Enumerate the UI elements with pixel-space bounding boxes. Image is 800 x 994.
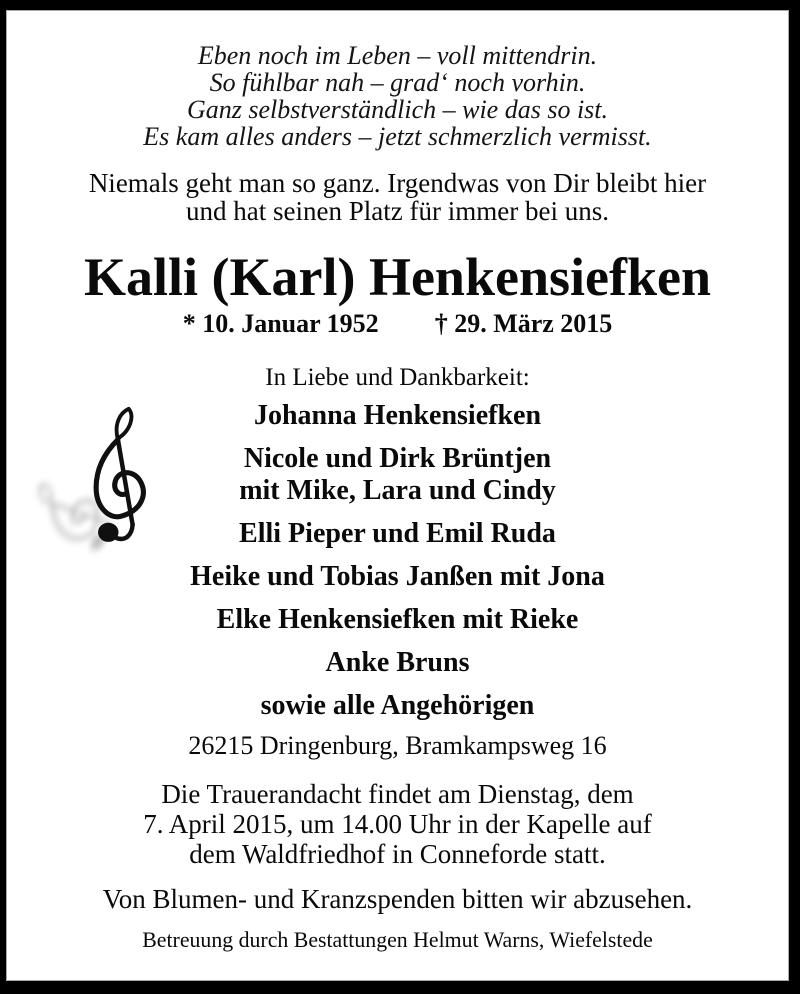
mourner-line: Nicole und Dirk Brüntjen xyxy=(243,443,552,474)
service-announcement xyxy=(7,779,788,869)
funeral-home-credit: Betreuung durch Bestattungen Helmut Warns, Wiefelstede xyxy=(142,927,653,952)
service-line: dem Waldfriedhof in Conneforde statt. xyxy=(189,839,606,869)
mourner-entry xyxy=(7,561,788,593)
death-date: † 29. März 2015 xyxy=(434,309,613,338)
service-line: Die Trauerandacht findet am Dienstag, dem xyxy=(161,779,634,809)
flowers-note: Von Blumen- und Kranzspenden bitten wir abzusehen. xyxy=(102,884,693,914)
intro-text xyxy=(7,169,788,225)
memorial-poem xyxy=(7,42,788,150)
mourner-line: mit Mike, Lara und Cindy xyxy=(239,475,556,506)
mourner-line: Johanna Henkensiefken xyxy=(253,400,542,431)
poem-line: Es kam alles anders – jetzt schmerzlich vermisst. xyxy=(143,122,652,151)
service-line: 7. April 2015, um 14.00 Uhr in der Kapelle auf xyxy=(143,809,652,839)
life-dates xyxy=(7,309,788,339)
treble-clef-icon xyxy=(91,403,155,549)
intro-line: und hat seinen Platz für immer bei uns. xyxy=(186,196,609,226)
mourner-line: Anke Bruns xyxy=(325,647,470,678)
poem-line: So fühlbar nah – grad‘ noch vorhin. xyxy=(209,68,586,97)
poem-line: Ganz selbstverständlich – wie das so ist. xyxy=(186,95,609,124)
address-line: 26215 Dringenburg, Bramkampsweg 16 xyxy=(188,731,607,760)
mourner-entry xyxy=(7,647,788,679)
mourner-entry xyxy=(7,604,788,636)
intro-line: Niemals geht man so ganz. Irgendwas von Dir bleibt hier xyxy=(88,168,707,198)
dedication-line: In Liebe und Dankbarkeit: xyxy=(265,364,530,391)
mourner-line: Heike und Tobias Janßen mit Jona xyxy=(190,561,605,592)
mourner-entry xyxy=(7,690,788,722)
mourner-line: Elke Henkensiefken mit Rieke xyxy=(216,604,579,635)
birth-date: * 10. Januar 1952 xyxy=(182,309,379,338)
obituary-page xyxy=(6,10,789,981)
poem-line: Eben noch im Leben – voll mittendrin. xyxy=(197,41,598,70)
deceased-name: Kalli (Karl) Henkensiefken xyxy=(84,247,711,307)
mourner-line: Elli Pieper und Emil Ruda xyxy=(239,518,556,549)
mourner-line: sowie alle Angehörigen xyxy=(260,690,535,721)
